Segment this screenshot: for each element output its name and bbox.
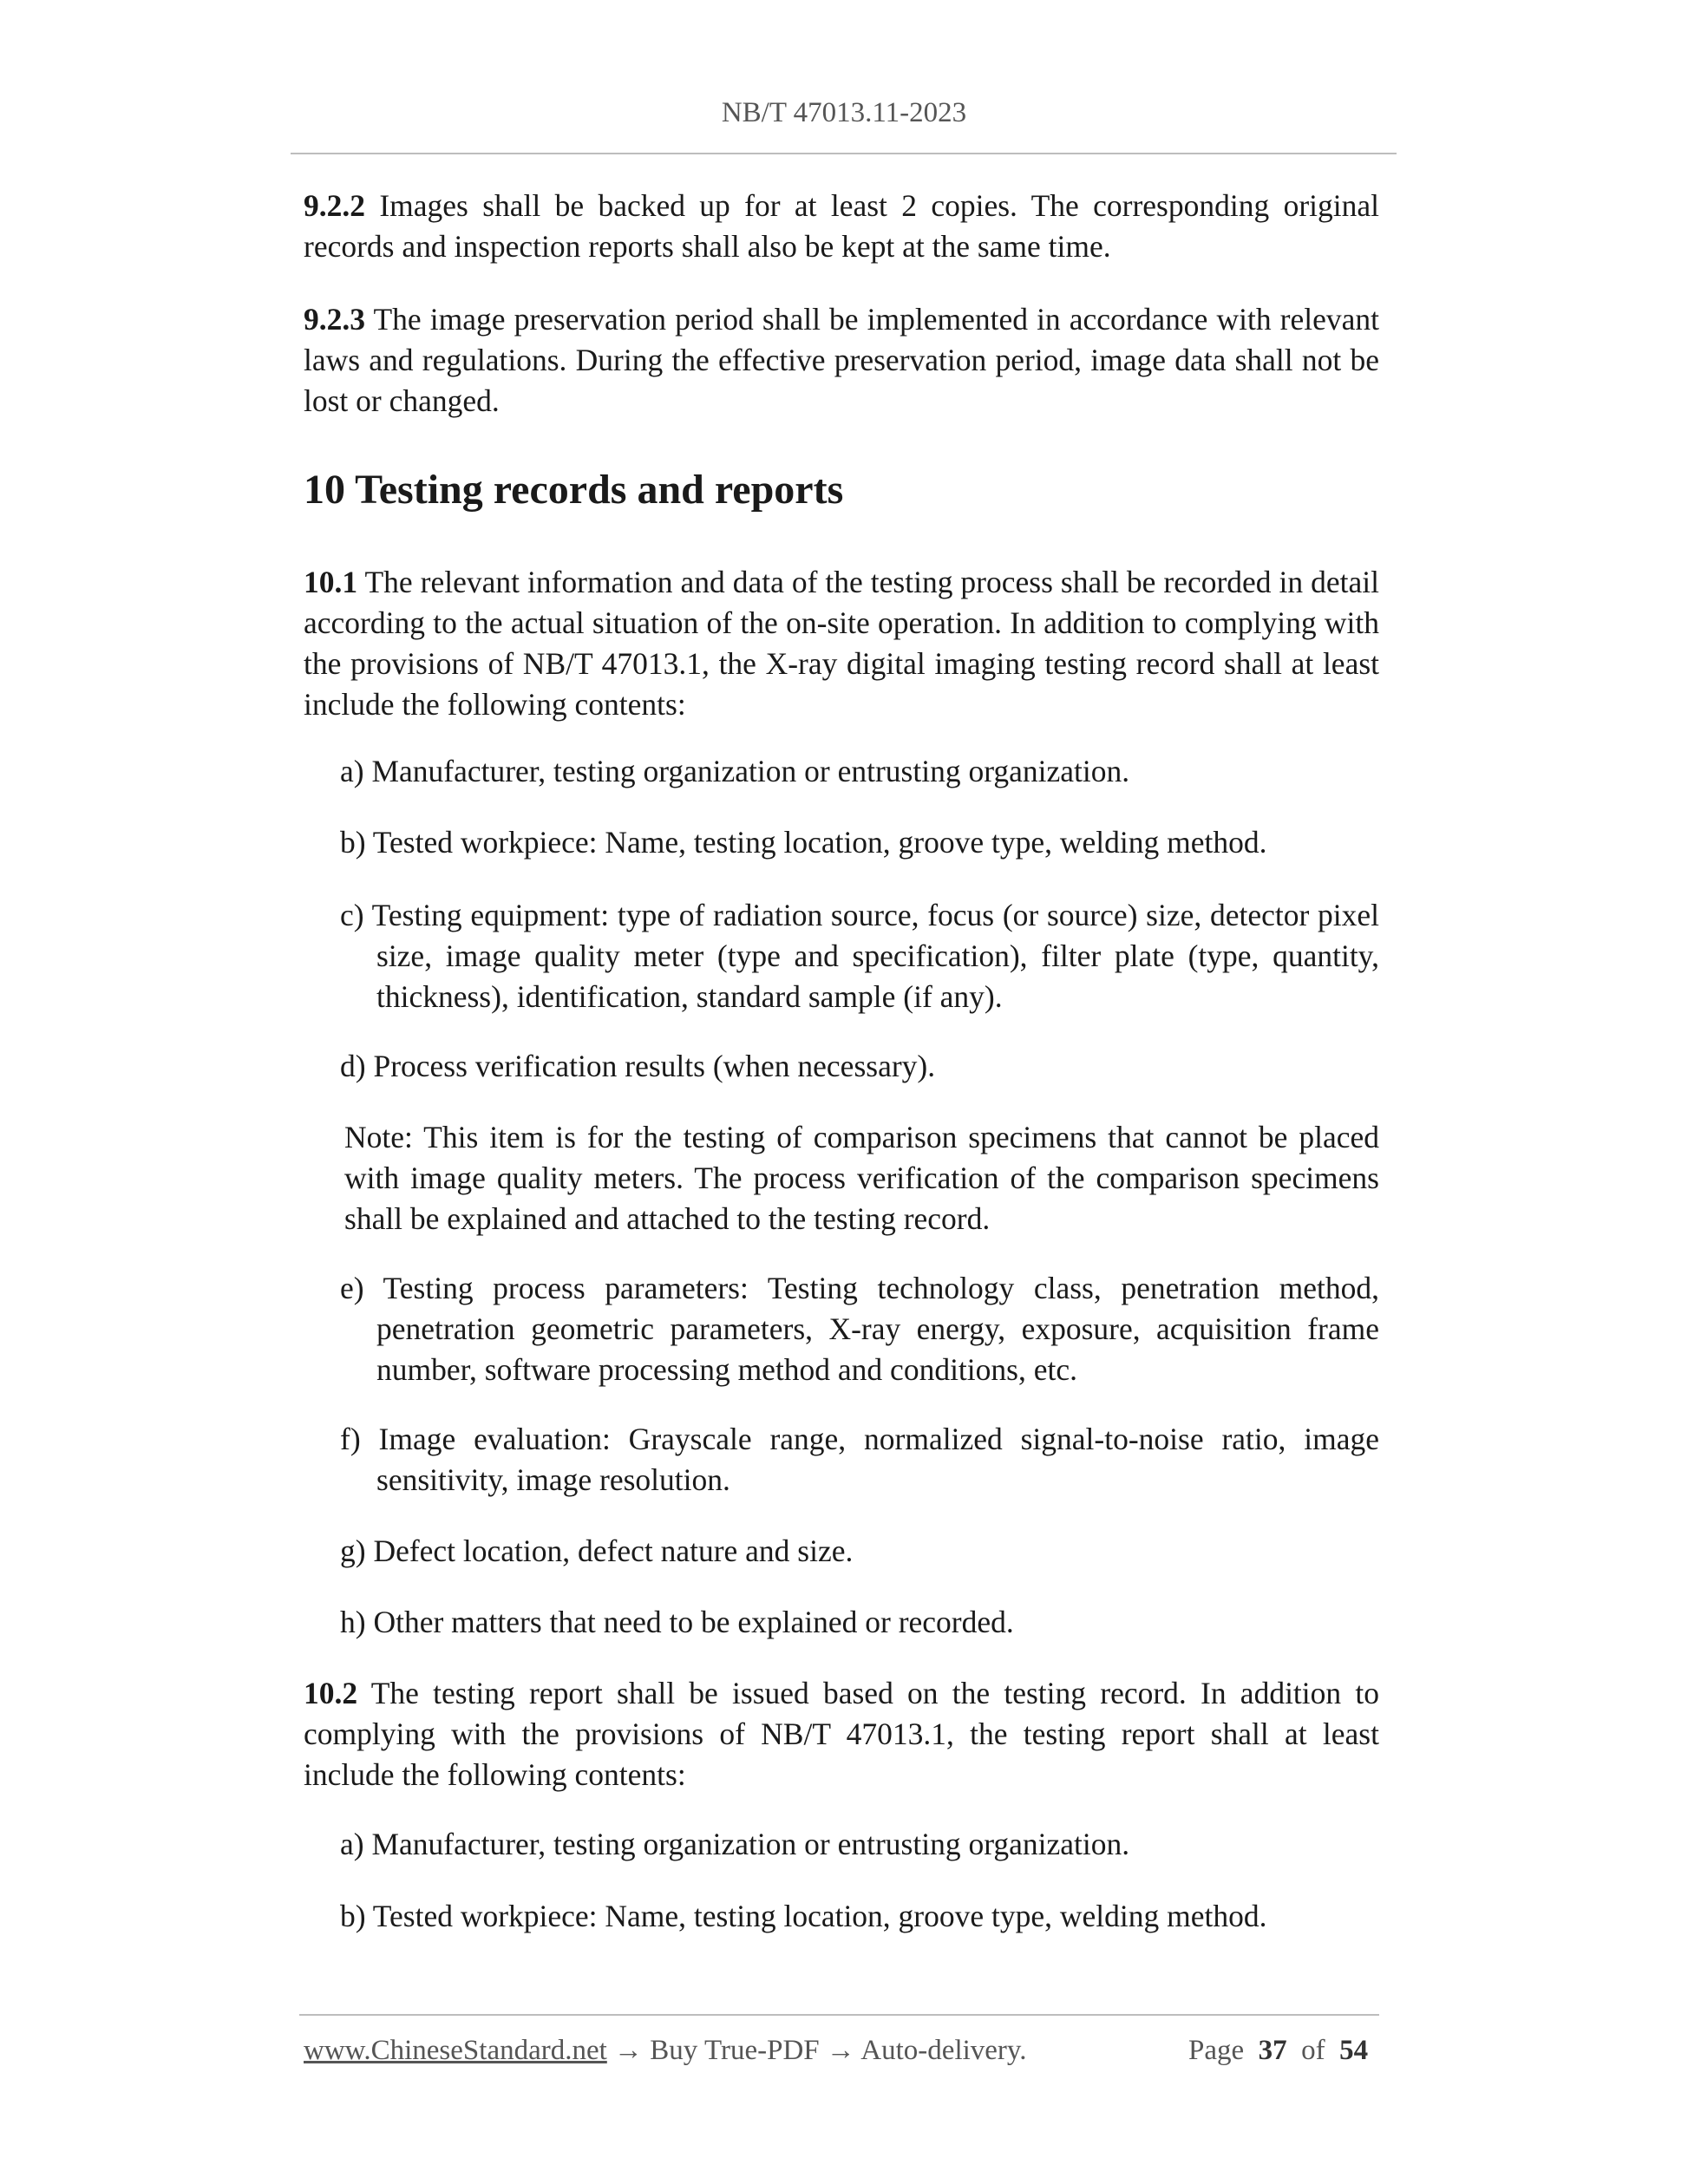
clause-9-2-2 [304, 186, 1379, 267]
footer-divider [299, 2014, 1379, 2016]
page-indicator [1188, 2035, 1368, 2067]
page-total: 54 [1339, 2035, 1369, 2066]
document-header: NB/T 47013.11-2023 [721, 97, 967, 128]
list-item: b) Tested workpiece: Name, testing location, groove type, welding method. [340, 1899, 1267, 1933]
clause-9-2-3 [304, 299, 1379, 422]
clause-number: 9.2.3 [304, 302, 365, 337]
footer-promo [304, 2035, 1027, 2067]
footer-promo-text: → Buy True-PDF → Auto-delivery. [606, 2035, 1027, 2066]
clause-text: The relevant information and data of the testing process shall be recorded in detail according to the actual situation of the on-site operation. In addition to complying with the provisions of NB/T 47013.1, the X-ray digital imaging testing record shall at least include the following contents: [304, 565, 1379, 722]
list-item: c) Testing equipment: type of radiation source, focus (or source) size, detector pixel size, image quality meter (type and specification), filter plate (type, quantity, thickness), identification, standard sample (if any). [340, 898, 1379, 1014]
list-item: g) Defect location, defect nature and size. [340, 1533, 854, 1568]
list-item: a) Manufacturer, testing organization or entrusting organization. [340, 1827, 1130, 1861]
header-divider [291, 153, 1397, 154]
page-number: 37 [1258, 2035, 1287, 2066]
list-item: e) Testing process parameters: Testing technology class, penetration method, penetration geometric parameters, X-ray energy, exposure, acquisition frame number, software processing method and conditions, etc. [340, 1271, 1379, 1387]
section-heading: 10 Testing records and reports [304, 467, 844, 513]
clause-text: The testing report shall be issued based on the testing record. In addition to complying with the provisions of NB/T 47013.1, the testing report shall at least include the following contents: [304, 1676, 1379, 1792]
website-link[interactable]: www.ChineseStandard.net [304, 2035, 607, 2066]
clause-number: 9.2.2 [304, 188, 365, 223]
list-item: f) Image evaluation: Grayscale range, normalized signal-to-noise ratio, image sensitivity, image resolution. [340, 1422, 1379, 1497]
list-item: b) Tested workpiece: Name, testing location, groove type, welding method. [340, 825, 1267, 860]
note-paragraph: Note: This item is for the testing of comparison specimens that cannot be placed with image quality meters. The process verification of the comparison specimens shall be explained and attached to the testing record. [344, 1120, 1379, 1236]
clause-number: 10.2 [304, 1676, 358, 1710]
page-label: Page [1188, 2035, 1245, 2066]
clause-10-2 [304, 1673, 1379, 1795]
clause-10-1 [304, 562, 1379, 725]
list-item: d) Process verification results (when necessary). [340, 1049, 936, 1083]
list-item: h) Other matters that need to be explained or recorded. [340, 1605, 1014, 1639]
clause-text: Images shall be backed up for at least 2 copies. The corresponding original records and inspection reports shall also be kept at the same time. [304, 188, 1379, 264]
list-item: a) Manufacturer, testing organization or entrusting organization. [340, 754, 1130, 788]
clause-text: The image preservation period shall be implemented in accordance with relevant laws and regulations. During the effective preservation period, image data shall not be lost or changed. [304, 302, 1379, 418]
clause-number: 10.1 [304, 565, 358, 599]
of-label: of [1301, 2035, 1325, 2066]
